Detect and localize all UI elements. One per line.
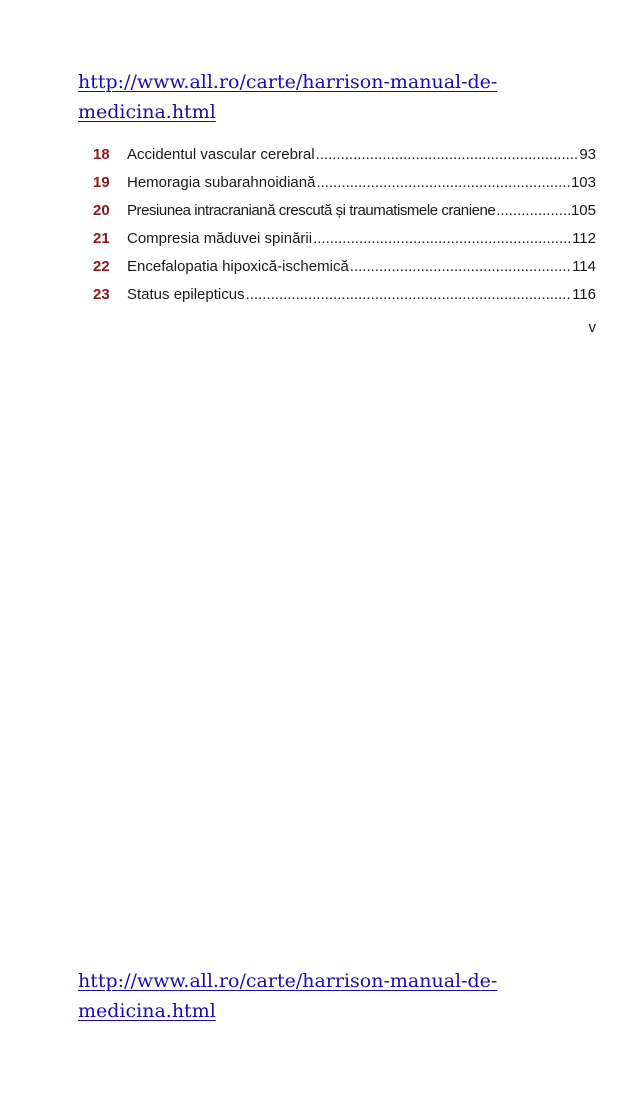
header-link-line1: http://www.all.ro/carte/harrison-manual-de- [78, 71, 498, 93]
toc-row[interactable] [93, 146, 596, 174]
chapter-page: 103 [570, 174, 596, 191]
dot-leader [350, 258, 571, 275]
toc-row[interactable] [93, 258, 596, 286]
page-number: v [588, 319, 596, 336]
chapter-title: Status epilepticus [127, 286, 245, 303]
chapter-title: Accidentul vascular cerebral [127, 146, 315, 163]
chapter-page: 105 [570, 202, 596, 219]
dot-leader [316, 174, 570, 191]
chapter-page: 112 [572, 230, 596, 247]
chapter-number: 19 [93, 174, 110, 191]
chapter-title: Hemoragia subarahnoidiană [127, 174, 316, 191]
chapter-page: 114 [572, 258, 596, 275]
footer-link-line1: http://www.all.ro/carte/harrison-manual-de- [78, 970, 498, 992]
table-of-contents [93, 146, 596, 314]
toc-row[interactable] [93, 202, 596, 230]
dot-leader [316, 146, 579, 163]
dot-leader [246, 286, 572, 303]
footer-link[interactable] [78, 966, 538, 1026]
dot-leader [496, 202, 570, 219]
chapter-title: Encefalopatia hipoxică-ischemică [127, 258, 349, 275]
chapter-title: Presiunea intracraniană crescută și traumatismele craniene [127, 202, 496, 219]
chapter-number: 18 [93, 146, 110, 163]
chapter-number: 21 [93, 230, 110, 247]
chapter-title: Compresia măduvei spinării [127, 230, 313, 247]
dot-leader [313, 230, 571, 247]
footer-link-line2: medicina.html [78, 1000, 216, 1022]
chapter-number: 22 [93, 258, 110, 275]
chapter-page: 116 [572, 286, 596, 303]
chapter-page: 93 [579, 146, 596, 163]
header-link[interactable] [78, 67, 538, 127]
toc-row[interactable] [93, 230, 596, 258]
chapter-number: 23 [93, 286, 110, 303]
header-link-line2: medicina.html [78, 101, 216, 123]
toc-row[interactable] [93, 286, 596, 314]
chapter-number: 20 [93, 202, 110, 219]
toc-row[interactable] [93, 174, 596, 202]
